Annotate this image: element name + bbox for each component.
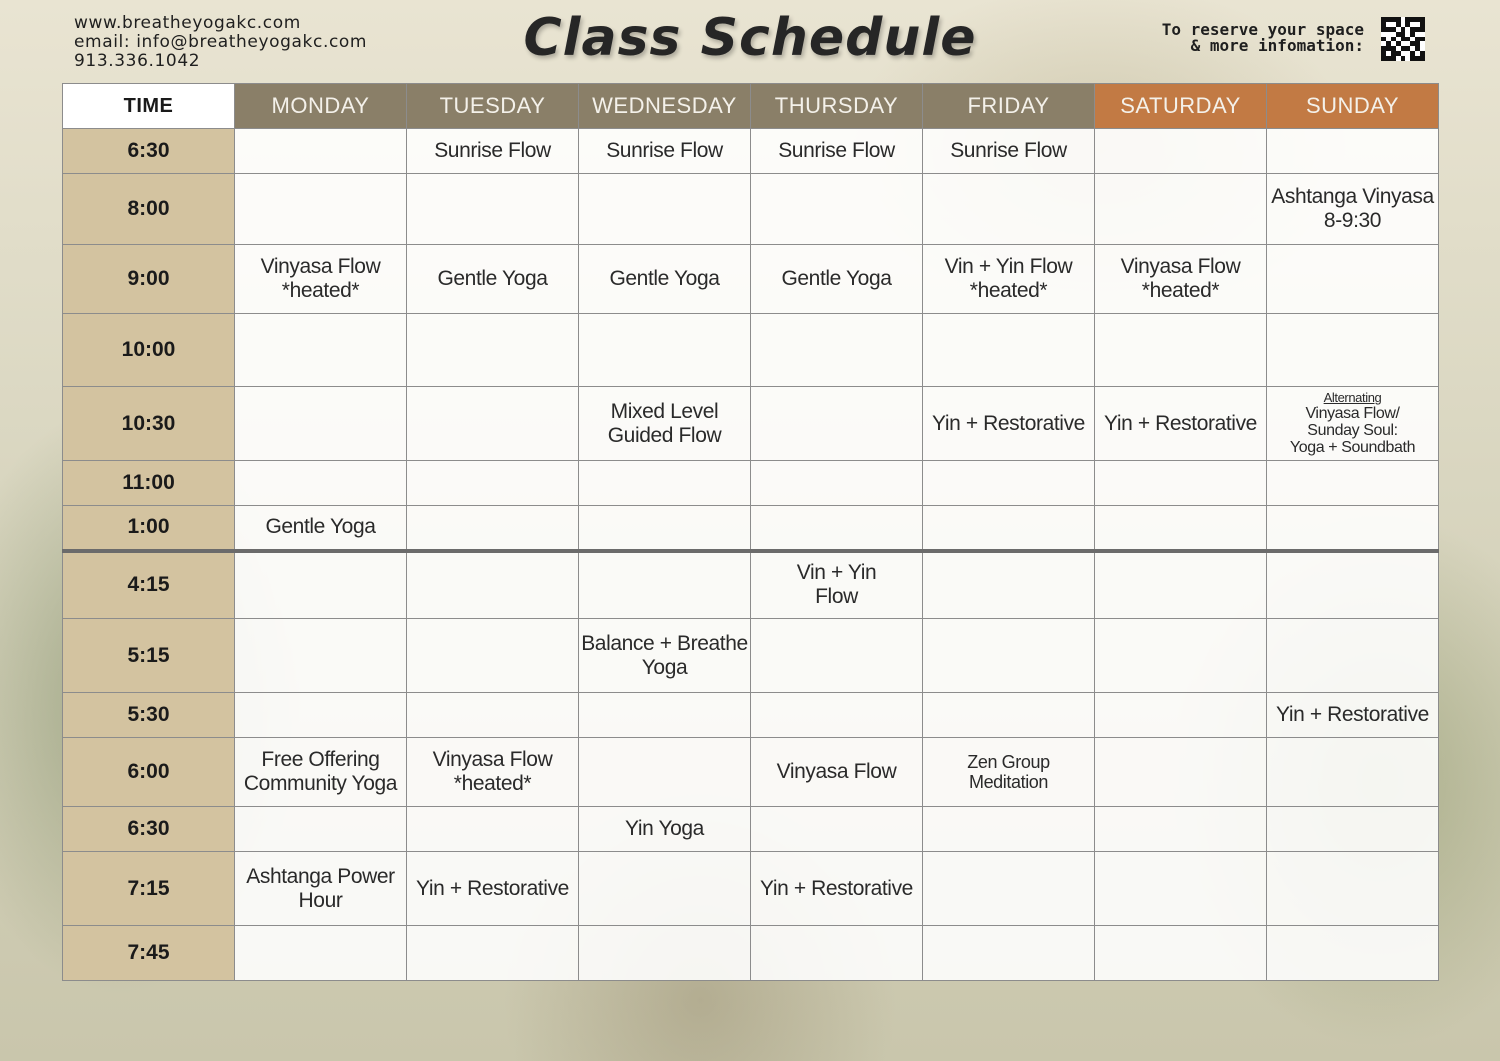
class-cell-tuesday <box>407 506 579 551</box>
class-cell-saturday <box>1095 174 1267 245</box>
class-cell-tuesday <box>407 926 579 981</box>
table-row <box>63 926 1439 981</box>
table-row <box>63 314 1439 387</box>
class-cell-monday <box>235 129 407 174</box>
class-cell-sunday <box>1267 387 1439 461</box>
class-cell-tuesday: Sunrise Flow <box>407 129 579 174</box>
class-cell-friday <box>923 619 1095 693</box>
class-name: Vinyasa Flow/ Sunday Soul: Yoga + Soundbath <box>1289 405 1416 456</box>
header-tuesday: TUESDAY <box>407 84 579 129</box>
table-row <box>63 738 1439 807</box>
class-cell-wednesday: Gentle Yoga <box>579 245 751 314</box>
time-cell: 10:30 <box>63 387 235 461</box>
class-cell-tuesday <box>407 693 579 738</box>
class-cell-friday <box>923 174 1095 245</box>
class-cell-saturday: Yin + Restorative <box>1095 387 1267 461</box>
class-cell-thursday <box>751 926 923 981</box>
class-cell-friday: Yin + Restorative <box>923 387 1095 461</box>
class-cell-saturday <box>1095 807 1267 852</box>
class-cell-monday <box>235 314 407 387</box>
time-cell: 1:00 <box>63 506 235 551</box>
class-cell-monday <box>235 619 407 693</box>
class-cell-wednesday <box>579 174 751 245</box>
class-cell-friday <box>923 506 1095 551</box>
class-cell-sunday <box>1267 314 1439 387</box>
class-cell-wednesday <box>579 693 751 738</box>
time-cell: 7:45 <box>63 926 235 981</box>
class-cell-saturday <box>1095 551 1267 619</box>
time-cell: 8:00 <box>63 174 235 245</box>
class-cell-wednesday <box>579 461 751 506</box>
class-cell-wednesday <box>579 551 751 619</box>
class-cell-thursday <box>751 314 923 387</box>
phone-number: 913.336.1042 <box>74 51 201 71</box>
class-cell-tuesday <box>407 387 579 461</box>
class-cell-saturday: Vinyasa Flow *heated* <box>1095 245 1267 314</box>
class-cell-thursday <box>751 174 923 245</box>
time-cell: 11:00 <box>63 461 235 506</box>
class-cell-wednesday <box>579 314 751 387</box>
header-friday: FRIDAY <box>923 84 1095 129</box>
class-cell-sunday: Yin + Restorative <box>1267 693 1439 738</box>
reserve-note <box>1162 22 1364 54</box>
table-row <box>63 619 1439 693</box>
time-cell: 4:15 <box>63 551 235 619</box>
class-cell-monday <box>235 807 407 852</box>
class-cell-sunday <box>1267 619 1439 693</box>
time-cell: 6:30 <box>63 129 235 174</box>
class-cell-thursday: Sunrise Flow <box>751 129 923 174</box>
class-cell-thursday: Yin + Restorative <box>751 852 923 926</box>
class-cell-wednesday: Sunrise Flow <box>579 129 751 174</box>
website-link[interactable]: www.breatheyogakc.com <box>74 13 301 33</box>
header-saturday: SATURDAY <box>1095 84 1267 129</box>
class-cell-wednesday <box>579 852 751 926</box>
time-cell: 9:00 <box>63 245 235 314</box>
header-time: TIME <box>63 84 235 129</box>
class-cell-sunday <box>1267 807 1439 852</box>
class-cell-saturday <box>1095 314 1267 387</box>
schedule-table <box>62 83 1439 981</box>
header-sunday: SUNDAY <box>1267 84 1439 129</box>
class-cell-friday: Zen Group Meditation <box>923 738 1095 807</box>
time-cell: 5:30 <box>63 693 235 738</box>
table-row <box>63 852 1439 926</box>
time-cell: 6:30 <box>63 807 235 852</box>
class-cell-monday <box>235 461 407 506</box>
class-cell-wednesday <box>579 506 751 551</box>
class-cell-tuesday <box>407 807 579 852</box>
header-wednesday: WEDNESDAY <box>579 84 751 129</box>
class-cell-friday <box>923 807 1095 852</box>
class-cell-wednesday: Yin Yoga <box>579 807 751 852</box>
class-cell-sunday <box>1267 738 1439 807</box>
class-cell-saturday <box>1095 693 1267 738</box>
class-cell-wednesday <box>579 926 751 981</box>
class-cell-thursday <box>751 506 923 551</box>
class-cell-sunday <box>1267 852 1439 926</box>
class-cell-monday: Ashtanga Power Hour <box>235 852 407 926</box>
class-cell-monday: Vinyasa Flow *heated* <box>235 245 407 314</box>
table-row <box>63 129 1439 174</box>
table-row <box>63 245 1439 314</box>
class-cell-monday: Free Offering Community Yoga <box>235 738 407 807</box>
class-cell-sunday <box>1267 461 1439 506</box>
class-cell-sunday: Ashtanga Vinyasa 8-9:30 <box>1267 174 1439 245</box>
page-title: Class Schedule <box>523 8 977 68</box>
class-cell-friday <box>923 926 1095 981</box>
class-cell-thursday: Vin + Yin Flow <box>751 551 923 619</box>
class-cell-thursday <box>751 807 923 852</box>
class-cell-tuesday: Yin + Restorative <box>407 852 579 926</box>
class-cell-sunday <box>1267 506 1439 551</box>
class-cell-wednesday <box>579 738 751 807</box>
class-cell-thursday <box>751 387 923 461</box>
class-cell-friday <box>923 314 1095 387</box>
alternating-note: Alternating <box>1323 390 1382 405</box>
class-cell-thursday: Gentle Yoga <box>751 245 923 314</box>
class-cell-tuesday: Vinyasa Flow *heated* <box>407 738 579 807</box>
header-monday: MONDAY <box>235 84 407 129</box>
class-cell-friday <box>923 461 1095 506</box>
class-cell-wednesday: Mixed Level Guided Flow <box>579 387 751 461</box>
class-cell-thursday <box>751 461 923 506</box>
class-cell-sunday <box>1267 551 1439 619</box>
table-row <box>63 506 1439 551</box>
time-cell: 6:00 <box>63 738 235 807</box>
table-row <box>63 387 1439 461</box>
class-cell-wednesday: Balance + Breathe Yoga <box>579 619 751 693</box>
class-cell-sunday <box>1267 926 1439 981</box>
class-cell-friday <box>923 852 1095 926</box>
class-cell-tuesday: Gentle Yoga <box>407 245 579 314</box>
class-cell-thursday: Vinyasa Flow <box>751 738 923 807</box>
table-row <box>63 174 1439 245</box>
table-row <box>63 461 1439 506</box>
class-cell-monday: Gentle Yoga <box>235 506 407 551</box>
class-cell-saturday <box>1095 926 1267 981</box>
class-cell-tuesday <box>407 174 579 245</box>
class-cell-saturday <box>1095 129 1267 174</box>
table-row <box>63 693 1439 738</box>
class-cell-saturday <box>1095 738 1267 807</box>
header-thursday: THURSDAY <box>751 84 923 129</box>
class-cell-monday <box>235 174 407 245</box>
class-cell-thursday <box>751 693 923 738</box>
class-cell-friday <box>923 693 1095 738</box>
reserve-line-1: To reserve your space <box>1161 20 1364 39</box>
header-row <box>63 84 1439 129</box>
table-row <box>63 807 1439 852</box>
class-cell-sunday <box>1267 129 1439 174</box>
table-row <box>63 551 1439 619</box>
class-cell-monday <box>235 551 407 619</box>
class-cell-tuesday <box>407 619 579 693</box>
qr-code-icon[interactable] <box>1381 17 1425 61</box>
time-cell: 5:15 <box>63 619 235 693</box>
class-cell-saturday <box>1095 852 1267 926</box>
class-cell-friday: Vin + Yin Flow *heated* <box>923 245 1095 314</box>
class-cell-saturday <box>1095 506 1267 551</box>
time-cell: 10:00 <box>63 314 235 387</box>
class-cell-friday <box>923 551 1095 619</box>
class-cell-saturday <box>1095 461 1267 506</box>
email-link[interactable]: email: info@breatheyogakc.com <box>74 32 368 52</box>
class-cell-thursday <box>751 619 923 693</box>
class-cell-monday <box>235 926 407 981</box>
class-cell-sunday <box>1267 245 1439 314</box>
class-cell-tuesday <box>407 461 579 506</box>
time-cell: 7:15 <box>63 852 235 926</box>
class-cell-monday <box>235 693 407 738</box>
class-cell-monday <box>235 387 407 461</box>
class-cell-friday: Sunrise Flow <box>923 129 1095 174</box>
class-cell-tuesday <box>407 551 579 619</box>
class-cell-saturday <box>1095 619 1267 693</box>
class-cell-tuesday <box>407 314 579 387</box>
reserve-line-2: & more infomation: <box>1190 36 1364 55</box>
